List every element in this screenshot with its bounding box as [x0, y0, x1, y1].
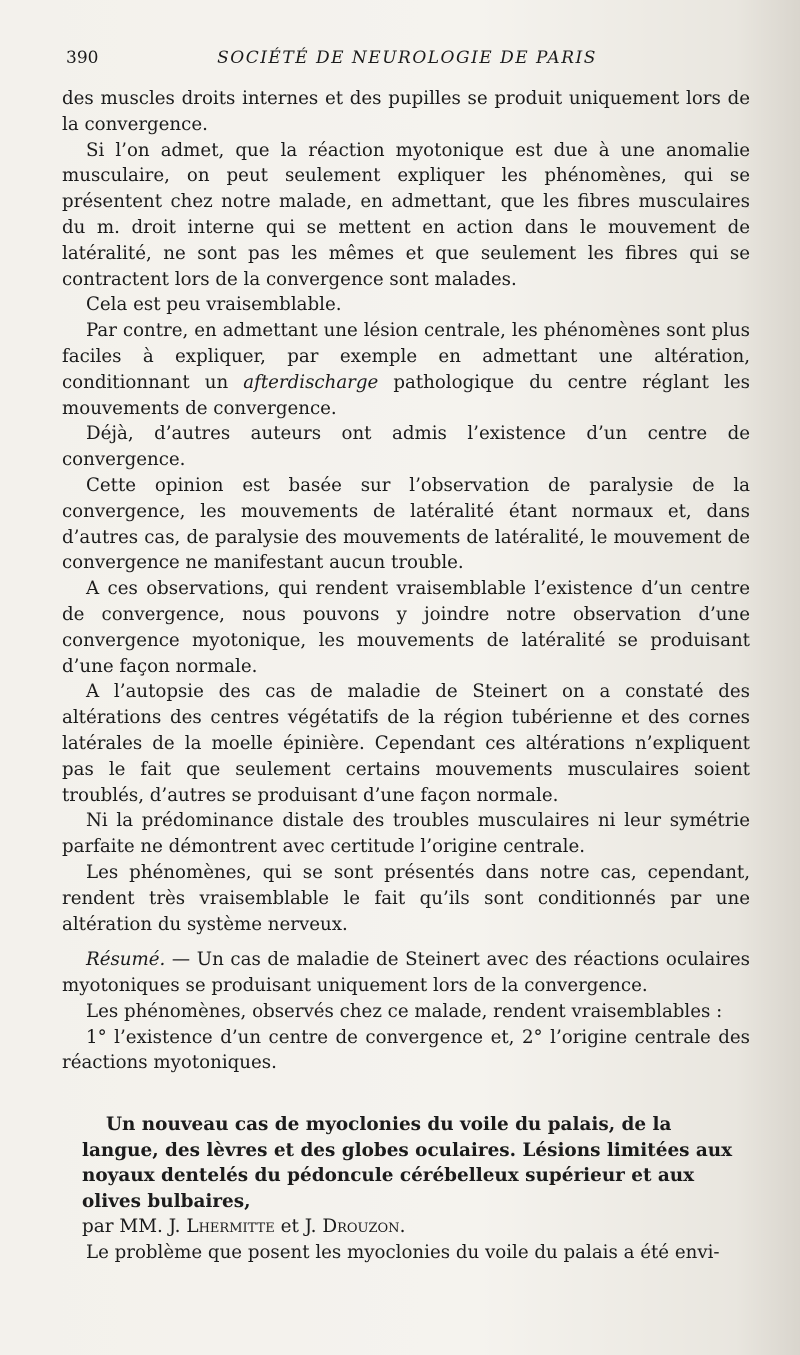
paragraph: Ni la prédominance distale des troubles musculaires ni leur symétrie parfaite ne démontrent avec certitude l’origine centrale.: [62, 810, 750, 858]
article-title: [62, 1112, 750, 1240]
paragraph: Si l’on admet, que la réaction myotonique est due à une anomalie musculaire, on peut seulement expliquer les phénomènes, qui se présentent chez notre malade, en admettant, que les fibres musculaires du m. droit interne qui se mettent en action dans le mouvement de latéralité, ne sont pas les mêmes et que seulement les fibres qui se contractent lors de la convergence sont malades.: [62, 139, 750, 290]
article-title-text: Un nouveau cas de myoclonies du voile du palais, de la langue, des lèvres et des globes oculaires. Lésions limitées aux noyaux dentelés du pédoncule cérébelleux supérieur et aux olives bulbaires,: [82, 1114, 733, 1212]
paragraph: Déjà, d’autres auteurs ont admis l’existence d’un centre de convergence.: [62, 423, 750, 471]
authors-prefix: par MM. J.: [82, 1216, 187, 1238]
italic-term: afterdischarge: [243, 371, 379, 393]
article-first-line: Le problème que posent les myoclonies du voile du palais a été envi-: [86, 1241, 720, 1263]
paragraph: Les phénomènes, observés chez ce malade, rendent vraisemblables :: [86, 1000, 723, 1022]
body-text: [62, 86, 750, 1266]
author-name: Lhermitte: [186, 1216, 275, 1238]
summary-text: — Un cas de maladie de Steinert avec des réactions oculaires myotoniques se produisant uniquement lors de la convergence.: [62, 949, 750, 997]
paragraph: Les phénomènes, qui se sont présentés dans notre cas, cependant, rendent très vraisemblable le fait qu’ils sont conditionnés par une altération du système nerveux.: [62, 861, 750, 935]
paragraph: des muscles droits internes et des pupilles se produit uniquement lors de la convergence.: [62, 88, 750, 135]
paragraph-text: pathologique du centre réglant les mouvements de convergence.: [62, 371, 750, 419]
paragraph: A l’autopsie des cas de maladie de Steinert on a constaté des altérations des centres végétatifs de la région tubérienne et des cornes latérales de la moelle épinière. Cependant ces altérations n’expliquent pas le fait que seulement certains mouvements musculaires soient troublés, d’autres se produisant d’une façon normale.: [62, 681, 750, 806]
paragraph: 1° l’existence d’un centre de convergence et, 2° l’origine centrale des réactions myotoniques.: [62, 1026, 750, 1074]
paragraph: [62, 318, 750, 421]
summary-paragraph: [62, 947, 750, 999]
page-header: [62, 48, 752, 74]
authors-suffix: .: [399, 1216, 406, 1238]
paragraph-text: Par contre, en admettant une lésion centrale, les phénomènes sont plus faciles à expliquer, par exemple en admettant une altération, conditionnant un: [62, 320, 750, 393]
paragraph: A ces observations, qui rendent vraisemblable l’existence d’un centre de convergence, nous pouvons y joindre notre observation d’une convergence myotonique, les mouvements de latéralité se produisant d’une façon normale.: [62, 578, 750, 677]
paragraph: Cette opinion est basée sur l’observation de paralysie de la convergence, les mouvements de latéralité étant normaux et, dans d’autres cas, de paralysie des mouvements de latéralité, le mouvement de convergence ne manifestant aucun trouble.: [62, 474, 750, 574]
author-name: Drouzon: [322, 1216, 400, 1238]
page-number: 390: [66, 48, 99, 68]
summary-label: Résumé.: [86, 949, 166, 971]
new-article: [62, 1112, 750, 1265]
article-authors: [82, 1216, 405, 1237]
running-head: SOCIÉTÉ DE NEUROLOGIE DE PARIS: [217, 48, 597, 68]
authors-separator: et J.: [274, 1216, 323, 1238]
paragraph: Cela est peu vraisemblable.: [86, 294, 342, 316]
